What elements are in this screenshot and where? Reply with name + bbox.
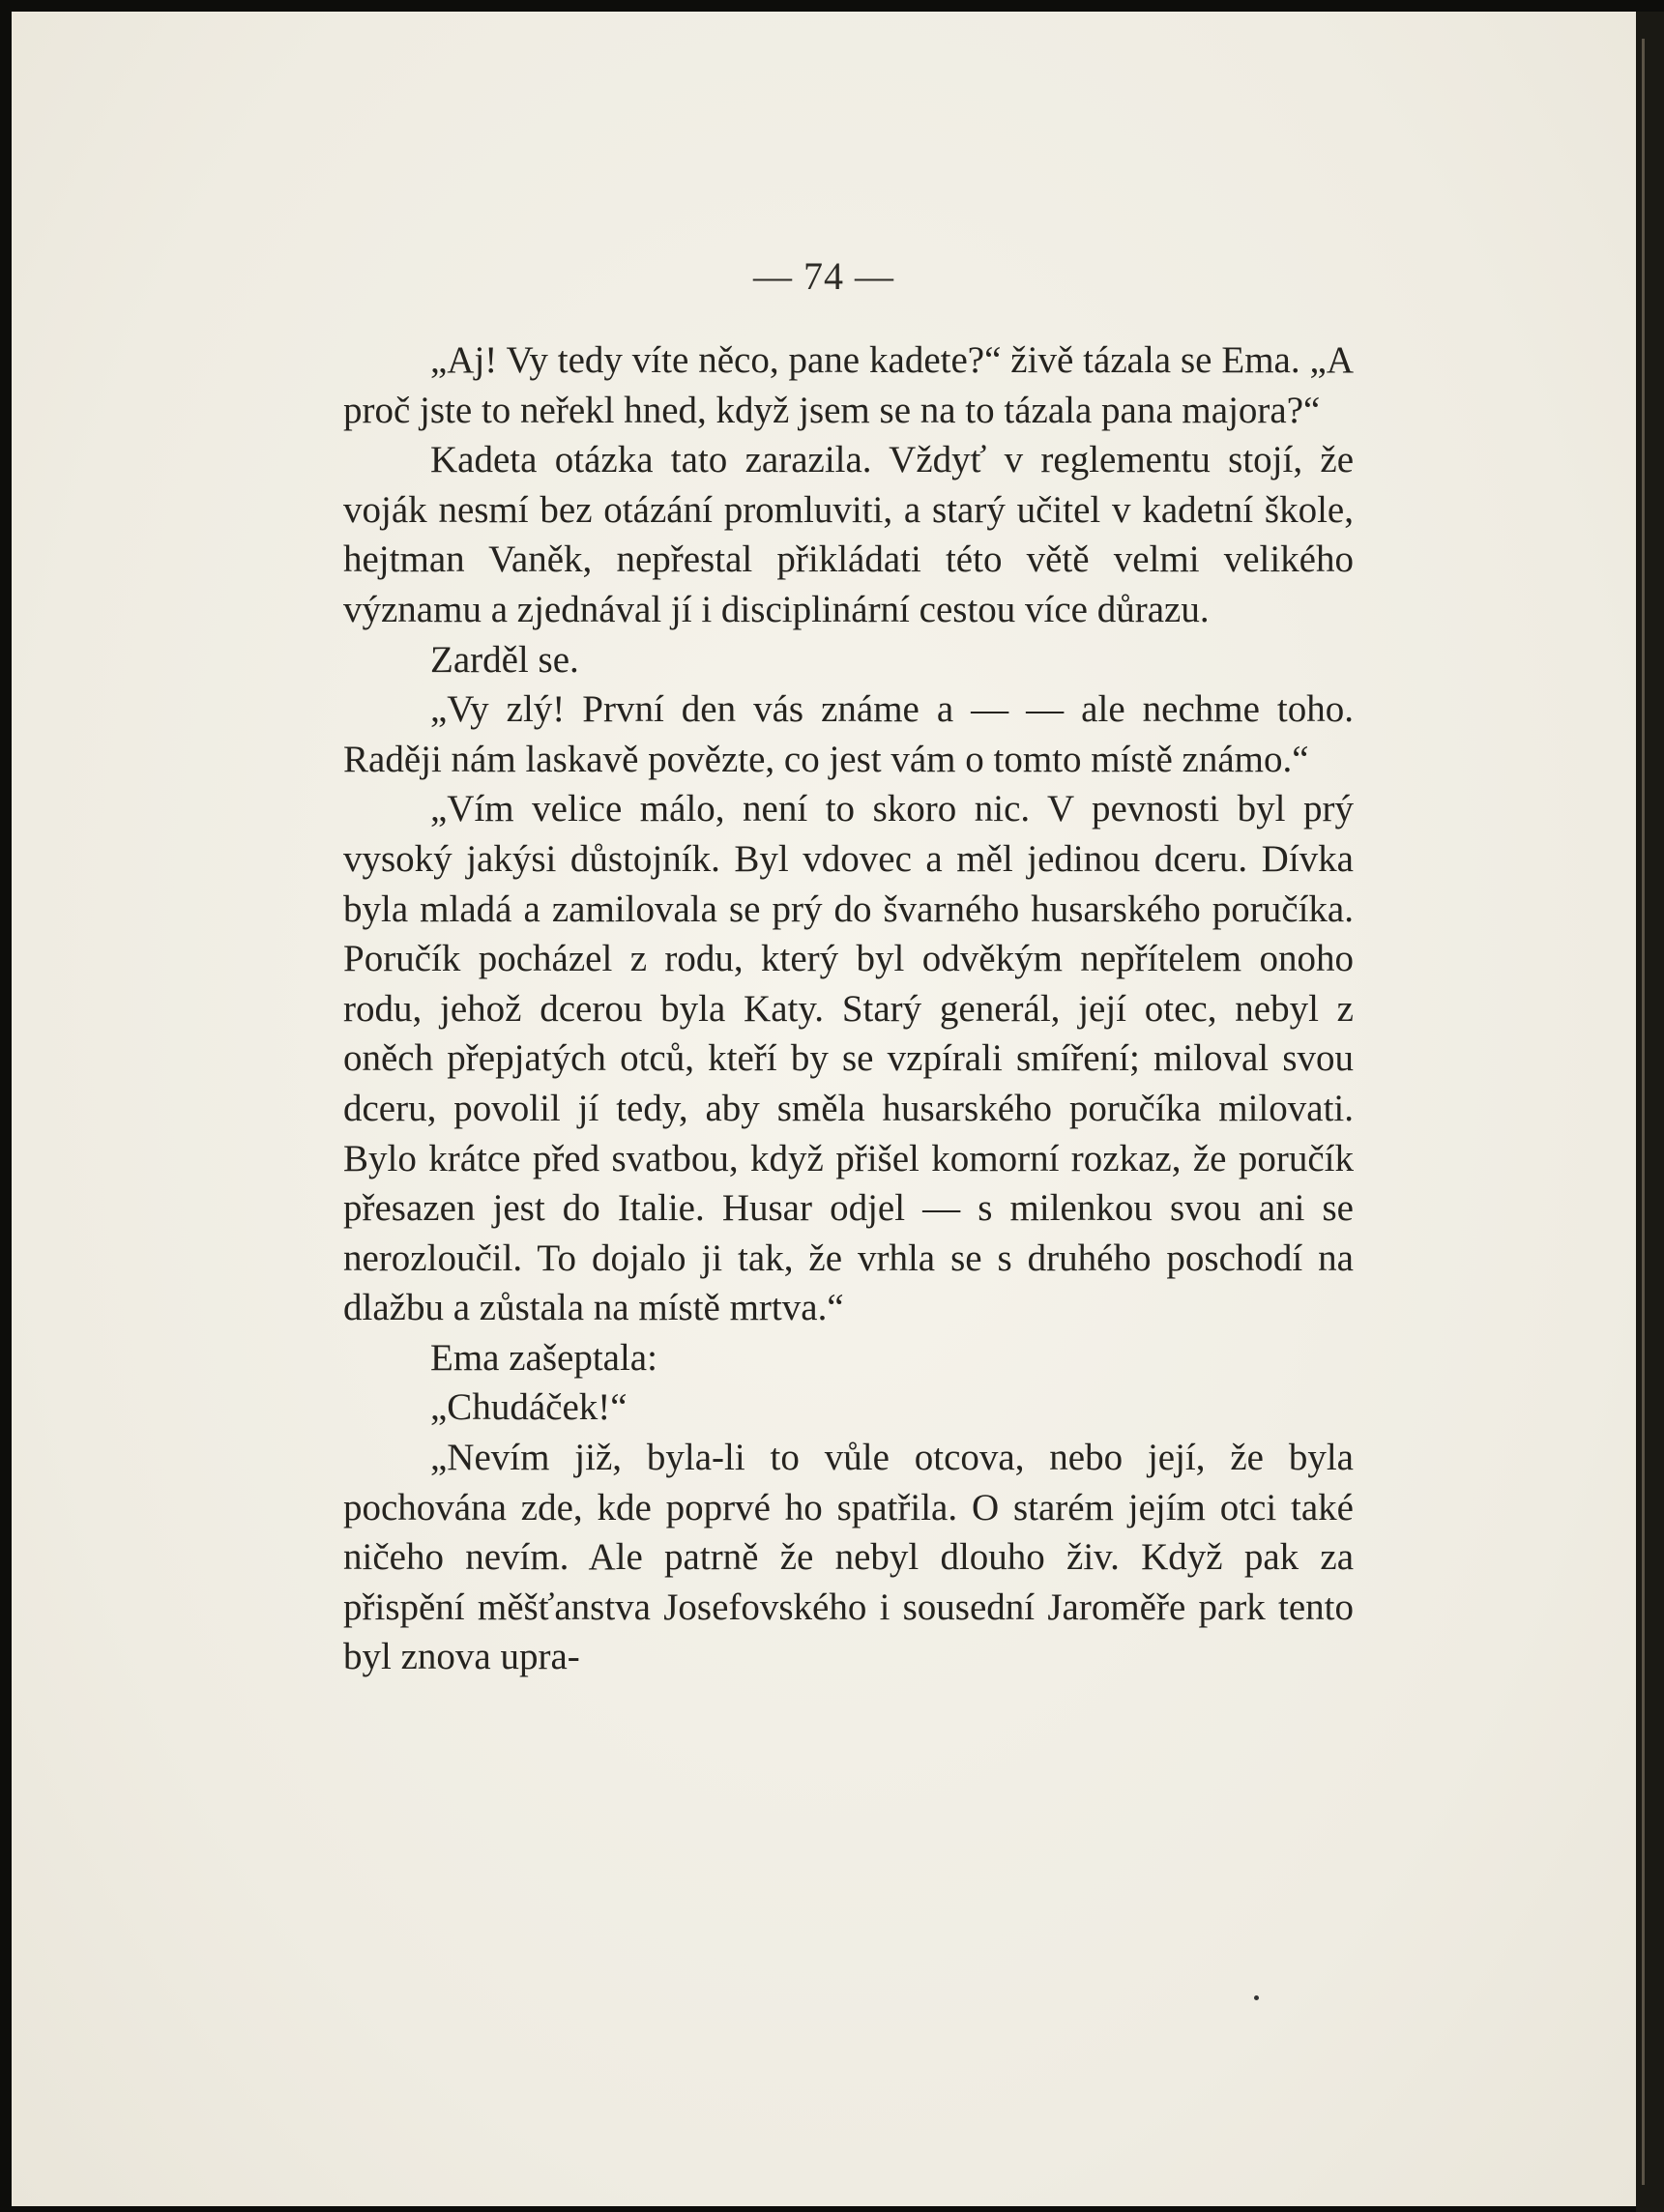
page-edge-line	[1642, 39, 1645, 2185]
paragraph: „Aj! Vy tedy víte něco, pane kadete?“ živě tázala se Ema. „A proč jste to neřekl hned, když jsem se na to tázala pana majora?“	[343, 339, 1354, 431]
paragraph: „Chudáček!“	[430, 1386, 628, 1429]
paragraph: „Nevím již, byla-li to vůle otcova, nebo její, že byla pochována zde, kde poprvé ho spatřila. O starém jejím otci také ničeho nevím. Ale patrně že nebyl dlouho živ. Když pak za přispění měšťanstva Josefovského i sousední Jaroměře park tento byl znova upra-	[343, 1437, 1354, 1678]
body-text	[343, 335, 1354, 1682]
paper-sheet	[12, 12, 1636, 2206]
paragraph: Kadeta otázka tato zarazila. Vždyť v reglementu stojí, že voják nesmí bez otázání promluviti, a starý učitel v kadetní škole, hejtman Vaněk, nepřestal přikládati této větě velmi velikého významu a zjednával jí i disciplinární cestou více důrazu.	[343, 439, 1354, 630]
page-number: — 74 —	[753, 254, 894, 298]
paragraph: „Vím velice málo, není to skoro nic. V pevnosti byl prý vysoký jakýsi důstojník. Byl vdovec a měl jedinou dceru. Dívka byla mladá a zamilovala se prý do švarného husarského poručíka. Poručík pocházel z rodu, který byl odvěkým nepřítelem onoho rodu, jehož dcerou byla Katy. Starý generál, její otec, nebyl z oněch přepjatých otců, kteří by se vzpírali smíření; miloval svou dceru, povolil jí tedy, aby směla husarského poručíka milovati. Bylo krátce před svatbou, když přišel komorní rozkaz, že poručík přesazen jest do Italie. Husar odjel — s milenkou svou ani se nerozloučil. To dojalo ji tak, že vrhla se s druhého poschodí na dlažbu a zůstala na místě mrtva.“	[343, 788, 1354, 1329]
paragraph: „Vy zlý! První den vás známe a — — ale nechme toho. Raději nám laskavě povězte, co jest vám o tomto místě známo.“	[343, 688, 1354, 780]
book-edge-shadow	[1636, 12, 1664, 2212]
paragraph: Ema zašeptala:	[430, 1336, 657, 1379]
paragraph: Zarděl se.	[430, 638, 579, 681]
ink-speck	[1254, 1995, 1259, 2000]
